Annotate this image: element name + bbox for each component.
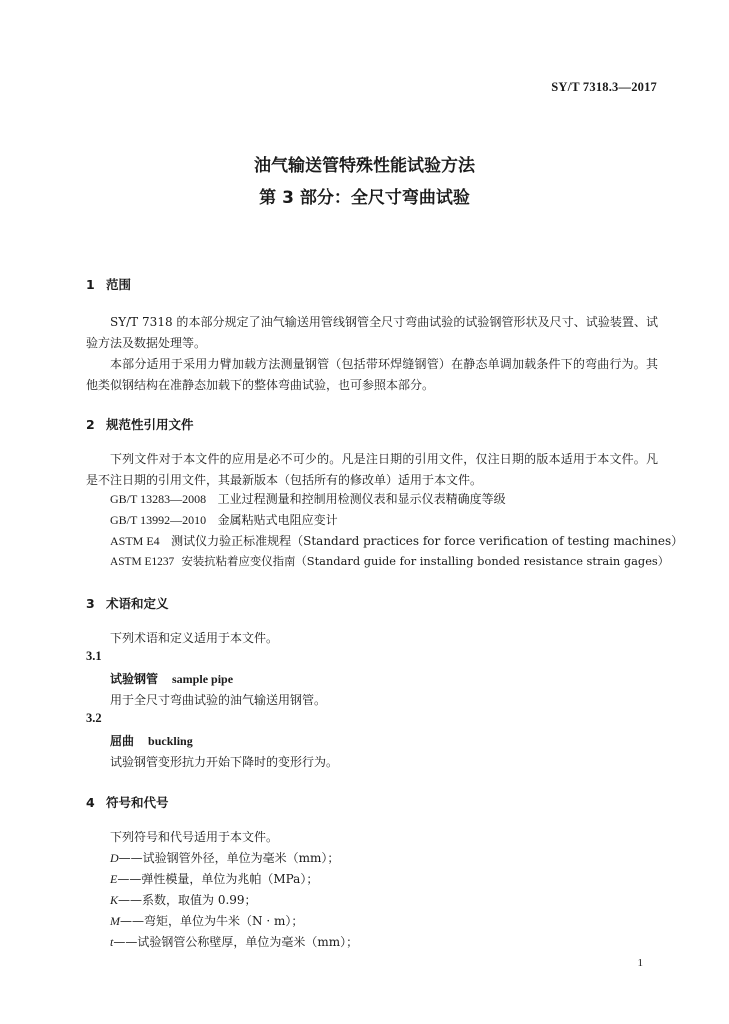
reference-item xyxy=(110,511,338,528)
section-number: 2 xyxy=(86,417,95,432)
term-english: buckling xyxy=(148,734,193,748)
section-3-heading xyxy=(86,594,169,612)
reference-code: ASTM E4 xyxy=(110,534,160,548)
reference-title: 金属粘贴式电阻应变计 xyxy=(217,513,338,527)
symbol-description: ——试验钢管外径，单位为毫米（mm）； xyxy=(118,851,340,865)
term-definition: 用于全尺寸弯曲试验的油气输送用钢管。 xyxy=(110,693,327,707)
term-definition: 试验钢管变形抗力开始下降时的变形行为。 xyxy=(110,755,339,769)
section-title: 符号和代号 xyxy=(106,795,169,810)
symbol: D xyxy=(110,851,119,865)
section-4-intro: 下列符号和代号适用于本文件。 xyxy=(110,830,279,844)
reference-code: GB/T 13283—2008 xyxy=(110,492,207,506)
section-3-intro: 下列术语和定义适用于本文件。 xyxy=(110,631,279,645)
section-title: 术语和定义 xyxy=(106,596,169,611)
reference-item xyxy=(110,532,683,549)
symbol: K xyxy=(110,893,119,907)
section-2-paragraph-1: 下列文件对于本文件的应用是必不可少的。凡是注日期的引用文件，仅注日期的版本适用于本文件。凡是不注日期的引用文件，其最新版本（包括所有的修改单）适用于本文件。 xyxy=(86,452,658,487)
symbol: M xyxy=(110,914,120,928)
section-number: 1 xyxy=(86,277,95,292)
symbol-item xyxy=(110,933,358,950)
section-title: 规范性引用文件 xyxy=(106,417,194,432)
section-number: 4 xyxy=(86,795,95,810)
symbol-description: ——弯矩，单位为牛米（N · m）； xyxy=(120,914,304,928)
document-title-line-2: 第 3 部分：全尺寸弯曲试验 xyxy=(259,188,470,208)
reference-code: ASTM E1237 xyxy=(110,556,175,568)
term-number: 3.1 xyxy=(86,649,102,663)
term-heading xyxy=(110,732,193,749)
document-title-line-1: 油气输送管特殊性能试验方法 xyxy=(254,156,475,176)
reference-code: GB/T 13992—2010 xyxy=(110,513,207,527)
term-english: sample pipe xyxy=(172,672,234,686)
section-title: 范围 xyxy=(106,277,132,292)
reference-item xyxy=(110,490,506,507)
symbol-item xyxy=(110,849,339,866)
reference-title: 工业过程测量和控制用检测仪表和显示仪表精确度等级 xyxy=(217,492,506,506)
section-1-paragraph-1: SY/T 7318 的本部分规定了油气输送用管线钢管全尺寸弯曲试验的试验钢管形状及尺寸、试验装置、试验方法及数据处理等。 xyxy=(86,315,658,350)
section-4-heading xyxy=(86,793,169,811)
reference-title: 安装抗粘着应变仪指南（Standard guide for installing bonded resistance strain gages） xyxy=(181,554,670,568)
page-number: 1 xyxy=(637,957,643,969)
symbol: E xyxy=(110,872,118,886)
symbol-item xyxy=(110,891,257,908)
standard-number: SY/T 7318.3—2017 xyxy=(551,80,657,94)
section-number: 3 xyxy=(86,596,95,611)
term-chinese: 屈曲 xyxy=(110,734,135,748)
reference-item xyxy=(110,553,669,569)
term-chinese: 试验钢管 xyxy=(110,672,159,686)
term-number: 3.2 xyxy=(86,711,102,725)
symbol-item xyxy=(110,912,303,929)
reference-title: 测试仪力验正标准规程（Standard practices for force verification of testing machines） xyxy=(171,534,684,548)
section-1-heading xyxy=(86,275,131,293)
term-heading xyxy=(110,670,233,687)
symbol-item xyxy=(110,870,318,887)
symbol-description: ——系数，取值为 0.99； xyxy=(118,893,257,907)
section-2-heading xyxy=(86,415,194,433)
symbol-description: ——试验钢管公称壁厚，单位为毫米（mm）； xyxy=(113,935,359,949)
section-1-paragraph-2: 本部分适用于采用力臂加载方法测量钢管（包括带环焊缝钢管）在静态单调加载条件下的弯曲行为。其他类似钢结构在准静态加载下的整体弯曲试验，也可参照本部分。 xyxy=(86,357,658,392)
symbol-description: ——弹性模量，单位为兆帕（MPa）； xyxy=(117,872,319,886)
symbol: t xyxy=(110,935,114,949)
